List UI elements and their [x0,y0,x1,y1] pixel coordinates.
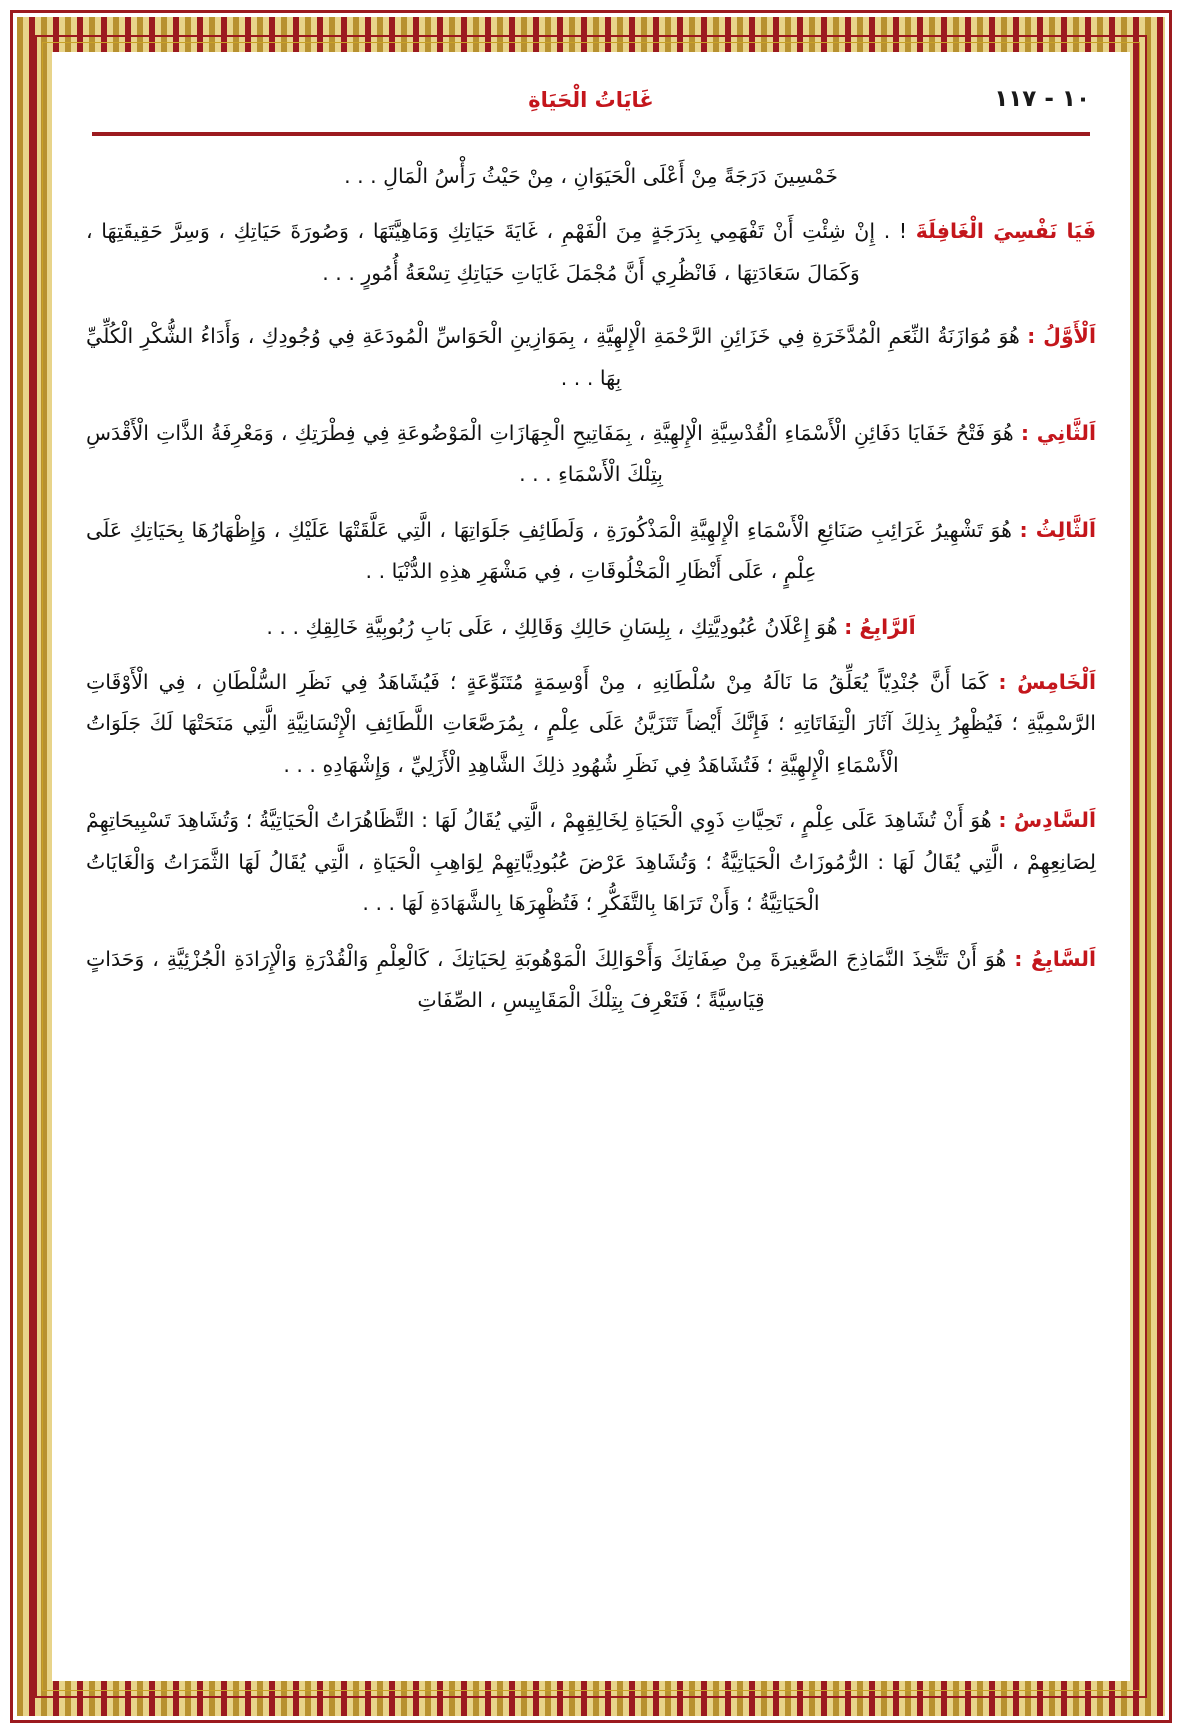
paragraph-1-text: خَمْسِينَ دَرَجَةً مِنْ أَعْلَى الْحَيَوَانِ ، مِنْ حَيْثُ رَأْسُ الْمَالِ . . . [344,164,838,188]
paragraph-item-first-text: هُوَ مُوَازَنَةُ النِّعَمِ الْمُدَّخَرَةِ فِي خَزَائِنِ الرَّحْمَةِ الْإِلهِيَّةِ ، بِمَوَازِينِ الْحَوَاسِّ الْمُودَعَةِ فِي وُجُودِكِ ، وَأَدَاءُ الشُّكْرِ الْكُلِّيِّ بِهَا . . . [86,324,1028,390]
paragraph-2-lead: فَيَا نَفْسِيَ الْغَافِلَةَ [915,219,1096,244]
paragraph-item-fourth-text: هُوَ إِعْلَانُ عُبُودِيَّتِكِ ، بِلِسَانِ حَالِكِ وَقَالِكِ ، عَلَى بَابِ رُبُوبِيَّةِ خَالِقِكِ . . . [266,614,845,639]
paragraph-item-seventh-label: اَلسَّابِعُ : [1014,946,1097,971]
paragraph-item-second-label: اَلثَّانِي : [1020,421,1096,446]
paragraph-item-first-label: اَلْأَوَّلُ : [1027,324,1096,349]
paragraph-item-third-label: اَلثَّالِثُ : [1019,517,1096,542]
page-title: غَايَاتُ الْحَيَاةِ [528,88,654,112]
paragraph-item-fifth-label: اَلْخَامِسُ : [998,670,1096,695]
header-divider [92,132,1090,136]
paragraph-2 [86,211,1096,294]
page-header [86,80,1096,142]
paragraph-item-seventh-text: هُوَ أَنْ تَتَّخِذَ النَّمَاذِجَ الصَّغِيرَةَ مِنْ صِفَاتِكَ وَأَحْوَالِكَ الْمَوْهُوبَةِ لِحَيَاتِكَ ، كَالْعِلْمِ وَالْقُدْرَةِ وَالْإِرَادَةِ الْجُزْئِيَّةِ ، وَحَدَاتٍ قِيَاسِيَّةً ؛ فَتَعْرِفَ بِتِلْكَ الْمَقَايِيسِ ، الصِّفَاتِ [86,946,1015,1012]
paragraph-item-fourth [86,607,1096,648]
page-number: ١٠ - ١١٧ [994,86,1090,112]
paragraph-item-fifth-text: كَمَا أَنَّ جُنْدِيّاً يُعَلِّقُ مَا نَالَهُ مِنْ سُلْطَانِهِ ، مِنْ أَوْسِمَةٍ مُتَنَوِّعَةٍ ؛ فَيُشَاهَدُ فِي نَظَرِ السُّلْطَانِ ، فِي الْأَوْقَاتِ الرَّسْمِيَّةِ ؛ فَيُظْهِرُ بِذلِكَ آثَارَ الْتِفَاتَاتِهِ ؛ فَإِنَّكَ أَيْضاً تَتَزَيَّنُ عَلَى عِلْمٍ ، بِمُرَصَّعَاتِ اللَّطَائِفِ الْإِنْسَانِيَّةِ الَّتِي مَنَحَتْهَا لَكَ جَلَوَاتُ الْأَسْمَاءِ الْإِلهِيَّةِ ؛ فَتُشَاهَدُ فِي نَظَرِ شُهُودِ ذلِكَ الشَّاهِدِ الْأَزَلِيِّ ، وَإِشْهَادِهِ . . . [86,670,1096,777]
paragraph-spacer [86,308,1096,316]
paragraph-item-sixth-text: هُوَ أَنْ تُشَاهِدَ عَلَى عِلْمٍ ، تَحِيَّاتِ ذَوِي الْحَيَاةِ لِخَالِقِهِمْ ، الَّتِي يُقَالُ لَهَا : التَّظَاهُرَاتُ الْحَيَاتِيَّةُ ؛ وَتُشَاهِدَ تَسْبِيحَاتِهِمْ لِصَانِعِهِمْ ، الَّتِي يُقَالُ لَهَا : الرُّمُوزَاتُ الْحَيَاتِيَّةُ ؛ وَتُشَاهِدَ عَرْضَ عُبُودِيَّاتِهِمْ لِوَاهِبِ الْحَيَاةِ ، الَّتِي يُقَالُ لَهَا الثَّمَرَاتُ وَالْغَايَاتُ الْحَيَاتِيَّةُ ؛ وَأَنْ تَرَاهَا بِالتَّفَكُّرِ ؛ فَتُظْهِرَهَا بِالشَّهَادَةِ لَهَا . . . [86,808,1096,916]
body-text [86,156,1096,1021]
paragraph-2-text: ! . إِنْ شِئْتِ أَنْ تَفْهَمِي بِدَرَجَةٍ مِنَ الْفَهْمِ ، غَايَةَ حَيَاتِكِ وَمَاهِيَّتَهَا ، وَصُورَةَ حَيَاتِكِ ، وَسِرَّ حَقِيقَتِهَا ، وَكَمَالَ سَعَادَتِهَا ، فَانْظُرِي أَنَّ مُجْمَلَ غَايَاتِ حَيَاتِكِ تِسْعَةُ أُمُورٍ . . . [86,219,916,285]
paragraph-item-seventh [86,939,1096,1022]
paragraph-1 [86,156,1096,197]
paragraph-item-first [86,316,1096,399]
paragraph-item-sixth [86,800,1096,924]
paragraph-item-second [86,413,1096,496]
paragraph-item-fourth-label: اَلرَّابِعُ : [844,614,916,639]
paragraph-item-second-text: هُوَ فَتْحُ خَفَايَا دَفَائِنِ الْأَسْمَاءِ الْقُدْسِيَّةِ الْإِلهِيَّةِ ، بِمَفَاتِيحِ الْجِهَازَاتِ الْمَوْضُوعَةِ فِي فِطْرَتِكِ ، وَمَعْرِفَةُ الذَّاتِ الْأَقْدَسِ بِتِلْكَ الْأَسْمَاءِ . . . [86,421,1021,487]
paragraph-item-third-text: هُوَ تَشْهِيرُ غَرَائِبِ صَنَائِعِ الْأَسْمَاءِ الْإِلهِيَّةِ الْمَذْكُورَةِ ، وَلَطَائِفِ جَلَوَاتِهَا ، الَّتِي عَلَّقَتْهَا عَلَيْكِ ، وَإِظْهَارُهَا بِحَيَاتِكِ عَلَى عِلْمٍ ، عَلَى أَنْظَارِ الْمَخْلُوقَاتِ ، فِي مَشْهَرِ هذِهِ الدُّنْيَا . . [86,517,1020,584]
page-content [52,52,1130,1681]
paragraph-item-third [86,510,1096,593]
paragraph-item-fifth [86,662,1096,786]
paragraph-item-sixth-label: اَلسَّادِسُ : [998,808,1096,833]
